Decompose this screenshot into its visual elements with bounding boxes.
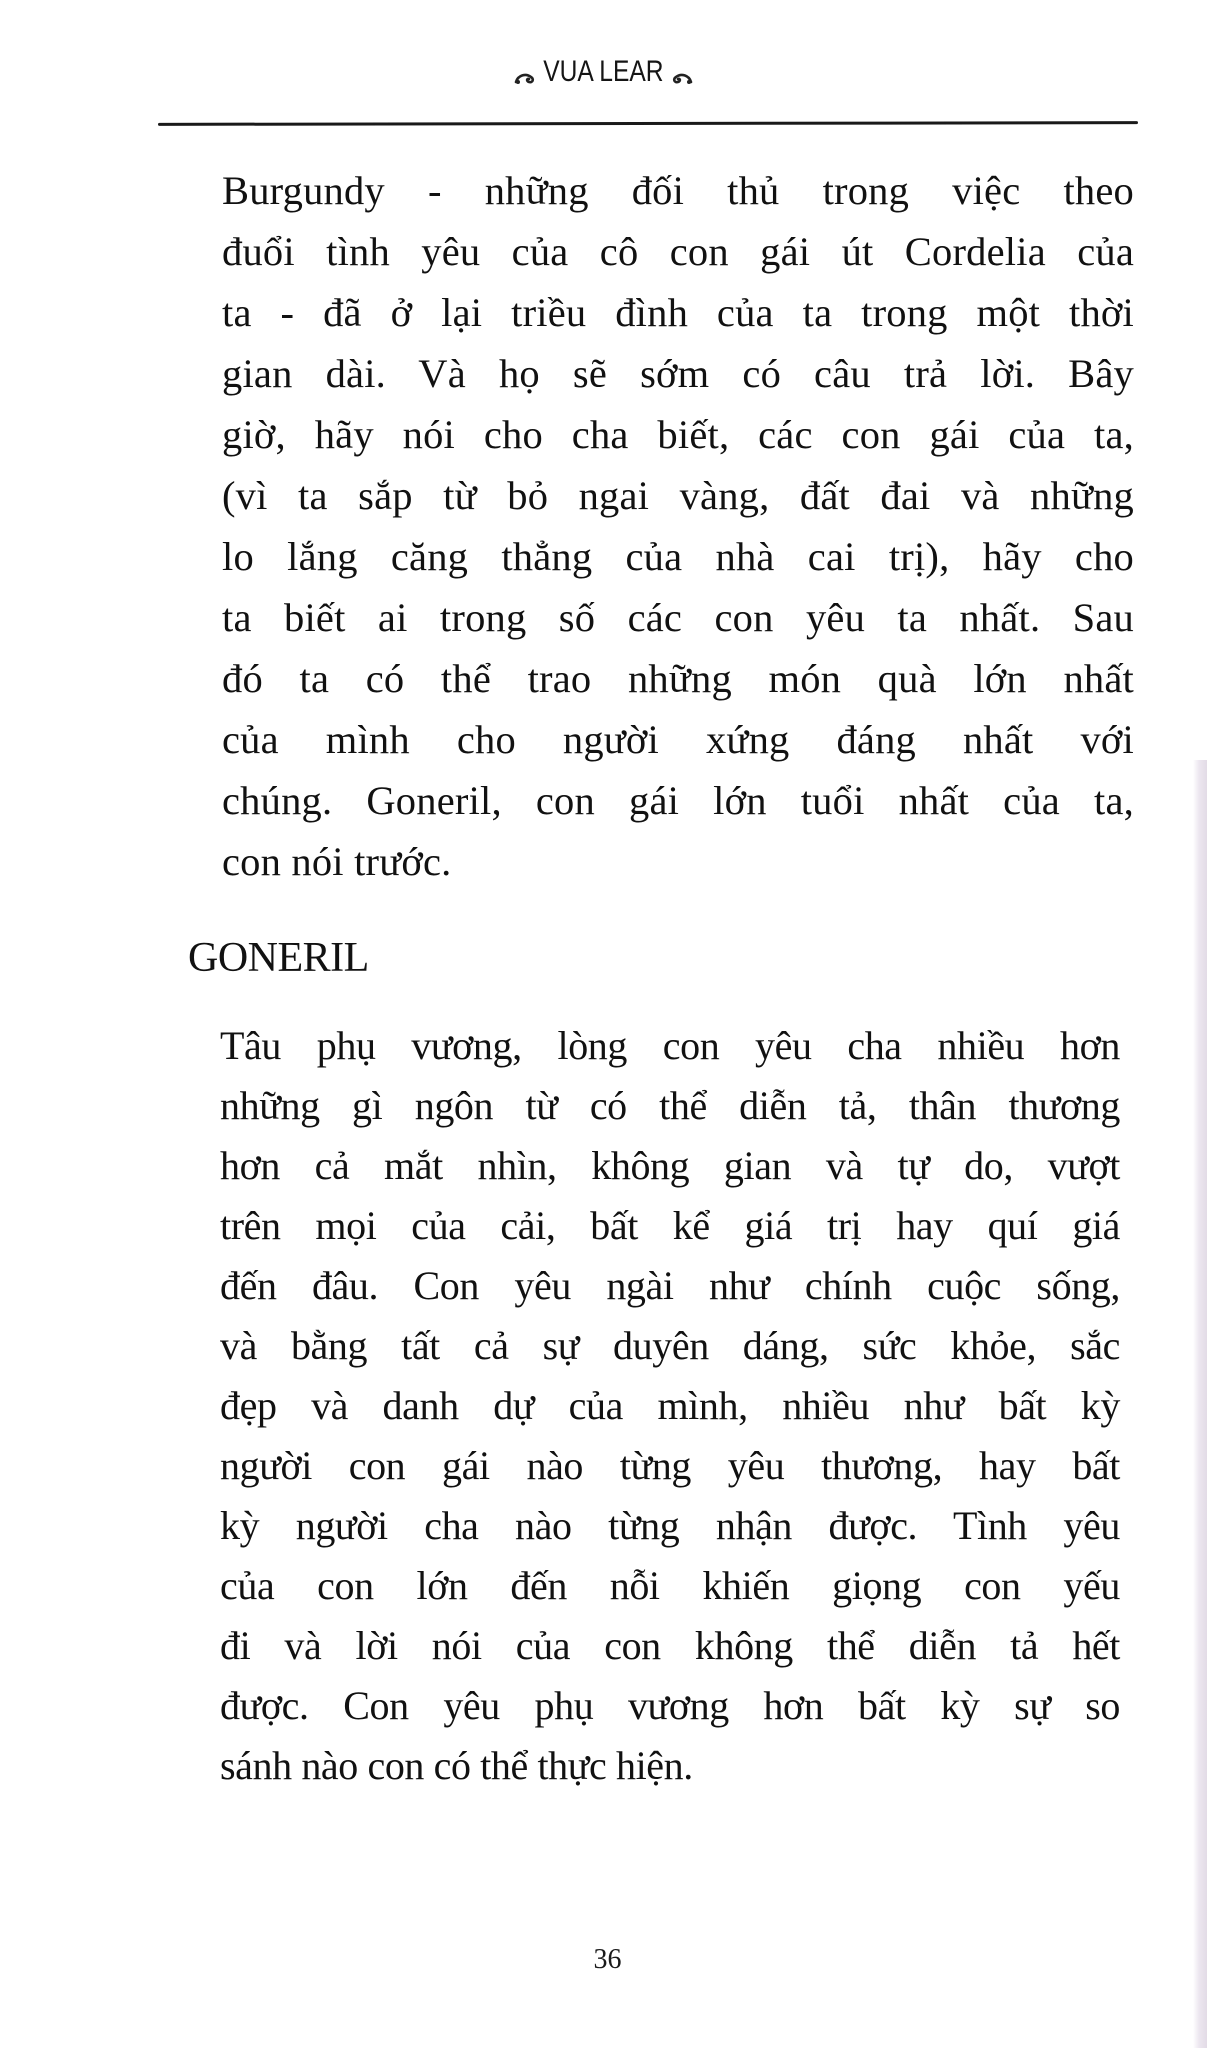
text-line: con nói trước. xyxy=(222,839,452,884)
text-line: ta biết ai trong số các con yêu ta nhất. Sau xyxy=(222,595,1134,640)
text-line: đến đâu. Con yêu ngài như chính cuộc sống, xyxy=(220,1263,1120,1308)
text-line: gian dài. Và họ sẽ sớm có câu trả lời. Bây xyxy=(222,351,1134,396)
text-line: người con gái nào từng yêu thương, hay bất xyxy=(220,1443,1120,1488)
paragraph-goneril-speech xyxy=(220,1016,1120,1796)
text-line: (vì ta sắp từ bỏ ngai vàng, đất đai và những xyxy=(222,473,1134,518)
paragraph-lear-speech xyxy=(222,160,1134,892)
text-line: sánh nào con có thể thực hiện. xyxy=(220,1743,693,1788)
text-line: được. Con yêu phụ vương hơn bất kỳ sự so xyxy=(220,1683,1120,1728)
text-line: đuổi tình yêu của cô con gái út Cordelia của xyxy=(222,229,1134,274)
running-head xyxy=(0,52,1207,92)
text-line: lo lắng căng thẳng của nhà cai trị), hãy cho xyxy=(222,534,1134,579)
text-line: đó ta có thể trao những món quà lớn nhất xyxy=(222,656,1134,701)
page-number: 36 xyxy=(593,1944,622,1975)
text-line: của con lớn đến nỗi khiến giọng con yếu xyxy=(220,1563,1120,1608)
text-line: đẹp và danh dự của mình, nhiều như bất kỳ xyxy=(220,1383,1120,1428)
speaker-name: GONERIL xyxy=(188,935,369,981)
text-line: của mình cho người xứng đáng nhất với xyxy=(222,717,1134,762)
text-line: và bằng tất cả sự duyên dáng, sức khỏe, sắc xyxy=(220,1323,1120,1368)
text-line: những gì ngôn từ có thể diễn tả, thân thương xyxy=(220,1083,1120,1128)
text-line: kỳ người cha nào từng nhận được. Tình yêu xyxy=(220,1503,1120,1548)
text-line: hơn cả mắt nhìn, không gian và tự do, vượt xyxy=(220,1143,1120,1188)
text-line: chúng. Goneril, con gái lớn tuổi nhất của ta, xyxy=(222,778,1134,823)
running-title: VUA LEAR xyxy=(543,55,664,88)
page-edge-shadow xyxy=(1193,760,1207,2048)
text-line: trên mọi của cải, bất kể giá trị hay quí giá xyxy=(220,1203,1120,1248)
text-line: giờ, hãy nói cho cha biết, các con gái của ta, xyxy=(222,412,1134,457)
header-rule xyxy=(158,121,1138,126)
text-line: ta - đã ở lại triều đình của ta trong một thời xyxy=(222,290,1134,335)
leaf-ornament-icon xyxy=(514,71,536,85)
text-line: đi và lời nói của con không thể diễn tả hết xyxy=(220,1623,1120,1668)
text-line: Tâu phụ vương, lòng con yêu cha nhiều hơn xyxy=(220,1023,1120,1068)
text-line: Burgundy - những đối thủ trong việc theo xyxy=(222,168,1134,213)
leaf-ornament-icon xyxy=(671,71,693,85)
